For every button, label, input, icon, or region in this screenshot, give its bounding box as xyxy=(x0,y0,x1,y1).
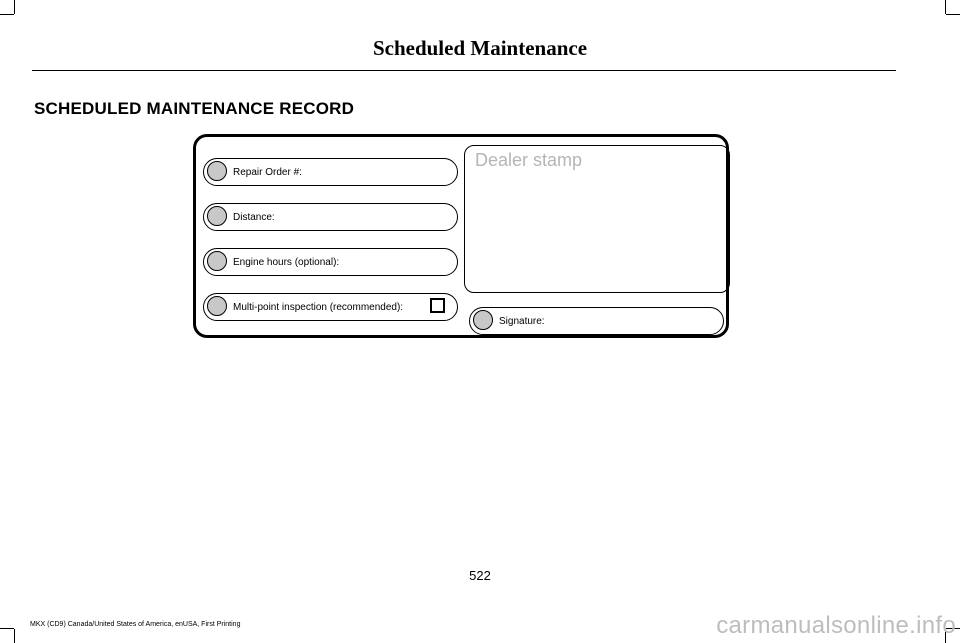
engine-hours-field[interactable] xyxy=(203,248,458,276)
edition-footer: MKX (CD9) Canada/United States of America, enUSA, First Printing xyxy=(30,621,241,628)
maintenance-record-form xyxy=(193,134,729,338)
repair-order-field[interactable] xyxy=(203,158,458,186)
crop-mark xyxy=(14,629,15,643)
signature-field[interactable] xyxy=(469,307,724,335)
page-title: Scheduled Maintenance xyxy=(372,36,588,60)
dealer-stamp-label: Dealer stamp xyxy=(475,150,583,170)
dealer-stamp-box xyxy=(464,145,730,293)
distance-label: Distance: xyxy=(233,211,275,223)
crop-mark xyxy=(14,0,15,14)
field-circle-icon xyxy=(207,206,227,226)
repair-order-label: Repair Order #: xyxy=(233,166,302,178)
field-circle-icon xyxy=(207,251,227,271)
distance-field[interactable] xyxy=(203,203,458,231)
field-circle-icon xyxy=(207,296,227,316)
section-heading: SCHEDULED MAINTENANCE RECORD xyxy=(34,99,355,118)
field-circle-icon xyxy=(207,161,227,181)
crop-mark xyxy=(946,14,960,15)
crop-mark xyxy=(0,628,14,629)
crop-mark xyxy=(945,0,946,14)
page-number: 522 xyxy=(469,568,491,583)
crop-mark xyxy=(0,14,14,15)
inspection-field xyxy=(203,293,458,321)
engine-hours-label: Engine hours (optional): xyxy=(233,256,340,268)
inspection-label: Multi-point inspection (recommended): xyxy=(233,301,404,313)
inspection-checkbox[interactable] xyxy=(430,298,445,313)
signature-label: Signature: xyxy=(499,315,545,327)
field-circle-icon xyxy=(473,310,493,330)
site-watermark: carmanualsonline.info xyxy=(716,612,956,639)
header-divider xyxy=(32,70,896,71)
